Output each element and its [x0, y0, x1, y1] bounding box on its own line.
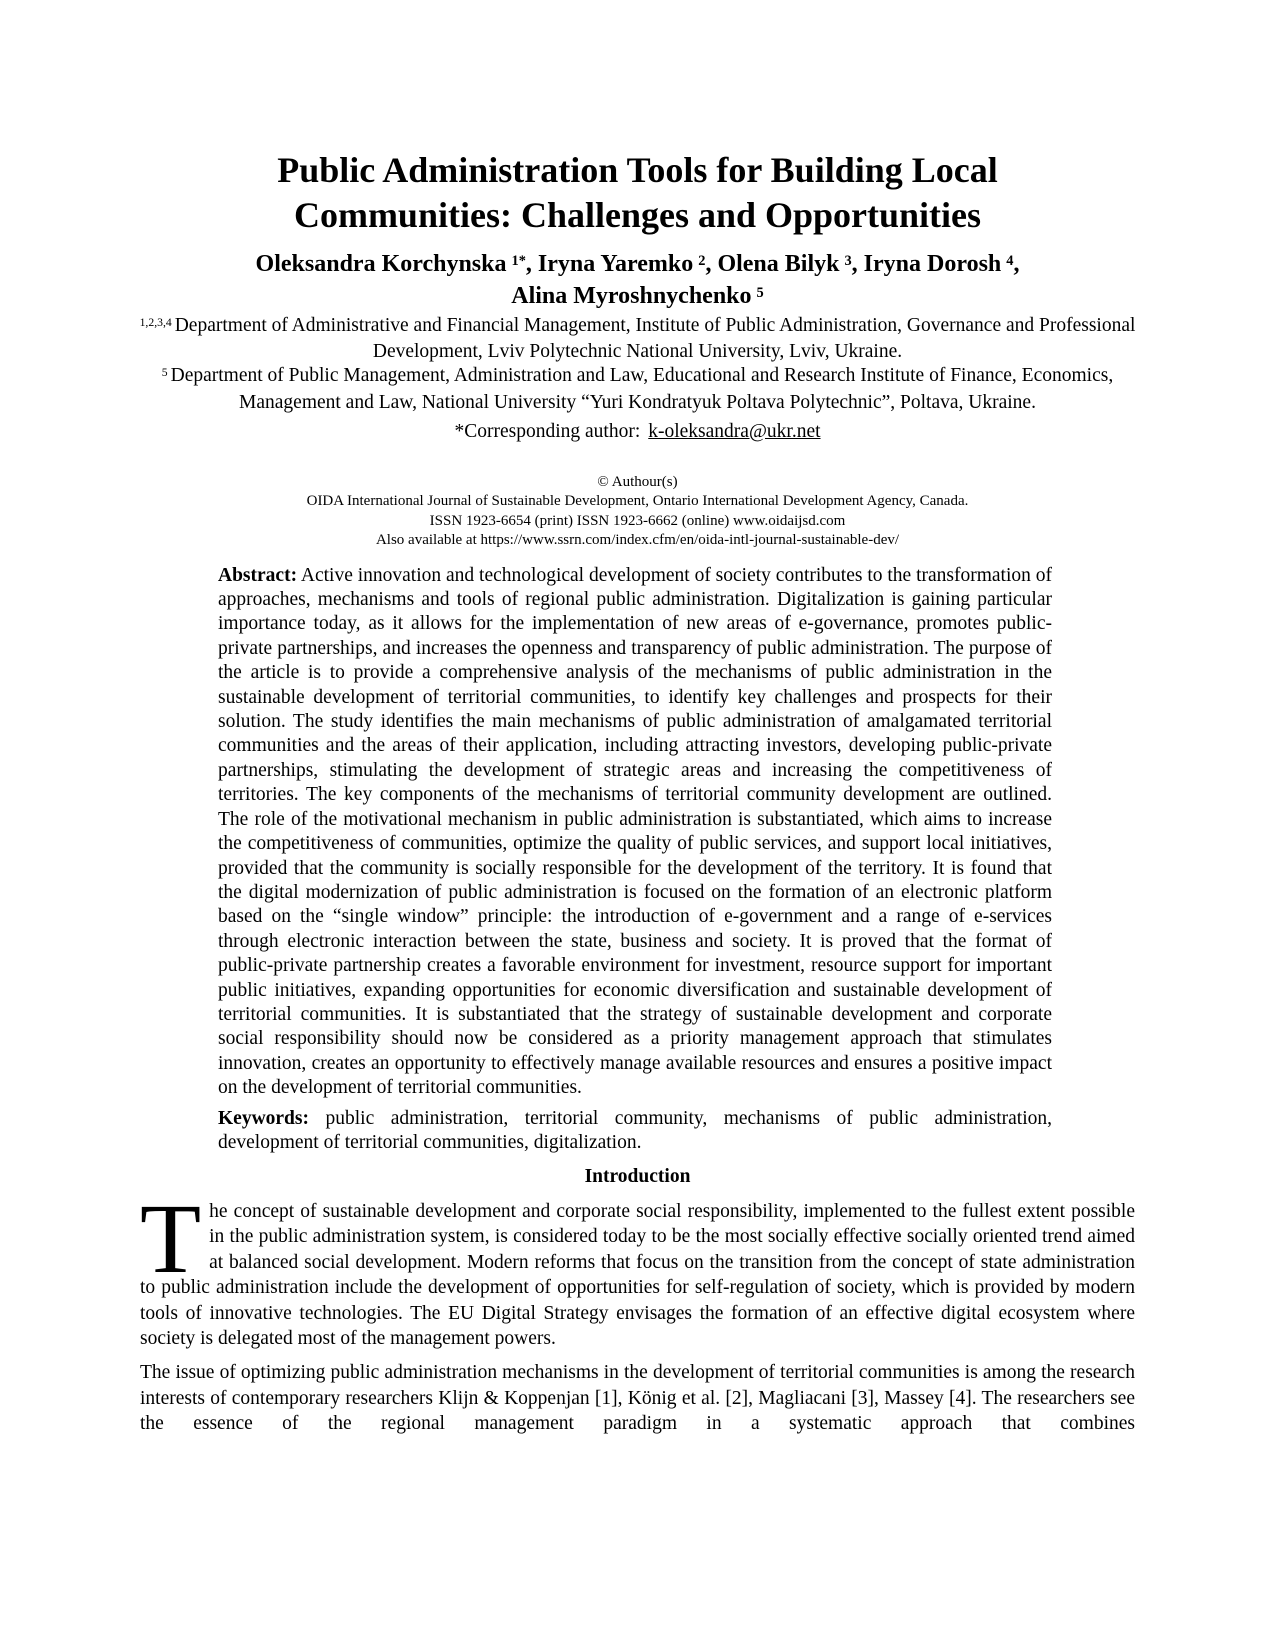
affiliation-superscript: 1,2,3,4 [139, 315, 172, 329]
author-name: Oleksandra Korchynska [255, 251, 507, 277]
affiliation-text: Department of Administrative and Financial Management, Institute of Public Administration, Governance and Professional Development, Lviv Polytechnic National University, Lviv, Ukraine. [174, 315, 1136, 363]
author-separator: , [705, 251, 718, 277]
author-name: Iryna Dorosh [863, 251, 1002, 277]
corresponding-email-link[interactable]: k-oleksandra@ukr.net [648, 420, 821, 442]
author-5 [511, 283, 763, 309]
author-1 [256, 251, 538, 277]
paper-title [140, 148, 1135, 238]
affiliation-2 [130, 364, 1145, 414]
copyright-line: © Authour(s) [597, 474, 678, 491]
journal-name-line: OIDA International Journal of Sustainable Development, Ontario International Development Agency, Canada. [306, 493, 969, 510]
title-line-2: Communities: Challenges and Opportunities [293, 195, 982, 235]
title-line-1: Public Administration Tools for Building Local [277, 150, 998, 190]
keywords-text: public administration, territorial community, mechanisms of public administration, development of territorial communities, digitalization. [218, 1107, 1053, 1153]
keywords-section [218, 1107, 1052, 1156]
author-superscript: 5 [756, 284, 764, 301]
affiliation-text: Department of Public Management, Administration and Law, Educational and Research Institute of Finance, Economics, Management and Law, National University “Yuri Kondratyuk Poltava Polytechnic”, Poltava, Ukraine. [170, 365, 1114, 413]
author-separator: , [525, 251, 538, 277]
abstract-paragraph [218, 564, 1052, 1101]
intro-paragraph-2: The issue of optimizing public administration mechanisms in the development of territorial communities is among the research interests of contemporary researchers Klijn & Koppenjan [1], König et al. [2], Magliacani [3], Massey [4]. The researchers see the essence of the regional management paradigm in a systematic approach that combines [140, 1362, 1135, 1435]
intro-paragraph-1: The concept of sustainable development and corporate social responsibility, implemented to the fullest extent possible in the public administration system, is considered today to be the most socially effective socially oriented trend aimed at balanced social development. Modern reforms that focus on the transition from the concept of state administration to public administration include the development of opportunities for self-regulation of society, which is provided by modern tools of innovative technologies. The EU Digital Strategy envisages the formation of an effective digital ecosystem where society is delegated most of the management powers. [140, 1182, 1135, 1349]
issn-line: ISSN 1923-6654 (print) ISSN 1923-6662 (online) www.oidaijsd.com [429, 512, 846, 529]
corresponding-author-line [140, 420, 1135, 444]
affiliations-block [130, 314, 1145, 415]
author-superscript: 1* [511, 252, 526, 269]
author-line-2 [140, 282, 1135, 314]
abstract-section [218, 564, 1052, 1101]
keywords-label: Keywords: [218, 1107, 309, 1129]
keywords-paragraph [218, 1107, 1052, 1156]
introduction-heading: Introduction [584, 1166, 691, 1188]
author-name: Alina Myroshnychenko [511, 283, 752, 309]
author-separator: , [851, 251, 864, 277]
abstract-label: Abstract: [218, 564, 298, 586]
author-3 [717, 251, 863, 277]
author-name: Olena Bilyk [717, 251, 840, 277]
abstract-text: Active innovation and technological development of society contributes to the transformation of approaches, mechanisms and tools of regional public administration. Digitalization is gaining particular importance today, as it allows for the implementation of new areas of e-governance, promotes public-private partnerships, and increases the openness and transparency of public administration. The purpose of the article is to provide a comprehensive analysis of the mechanisms of public administration in the sustainable development of territorial communities, to identify key challenges and prospects for their solution. The study identifies the main mechanisms of public administration of amalgamated territorial communities and the areas of their application, including attracting investors, developing public-private partnerships, stimulating the development of strategic areas and increasing the competitiveness of territories. The key components of the mechanisms of territorial community development are outlined. The role of the motivational mechanism in public administration is substantiated, which aims to increase the competitiveness of communities, optimize the quality of public services, and support local initiatives, provided that the community is socially responsible for the development of the territory. It is found that the digital modernization of public administration is focused on the formation of an electronic platform based on the “single window” principle: the introduction of e-government and a range of e-services through electronic interaction between the state, business and society. It is proved that the format of public-private partnership creates a favorable environment for investment, resource support for important public initiatives, expanding opportunities for economic diversification and sustainable development of territorial communities. It is substantiated that the strategy of sustainable development and corporate social responsibility should now be considered as a priority management approach that stimulates innovation, creates an opportunity to effectively manage available resources and ensures a positive impact on the development of territorial communities. [218, 564, 1052, 1099]
author-name: Iryna Yaremko [537, 251, 694, 277]
author-superscript: 2 [698, 252, 706, 269]
author-superscript: 4 [1006, 252, 1014, 269]
author-4 [864, 251, 1020, 277]
author-superscript: 3 [844, 252, 852, 269]
affiliation-superscript: 5 [161, 366, 168, 380]
author-2 [538, 251, 718, 277]
affiliation-1 [130, 314, 1145, 364]
author-separator: , [1013, 251, 1020, 277]
author-line-1 [140, 250, 1135, 282]
journal-block [140, 473, 1135, 551]
corresponding-author-prefix: *Corresponding author: [454, 420, 641, 442]
availability-line: Also available at https://www.ssrn.com/index.cfm/en/oida-intl-journal-sustainable-dev/ [375, 532, 900, 549]
